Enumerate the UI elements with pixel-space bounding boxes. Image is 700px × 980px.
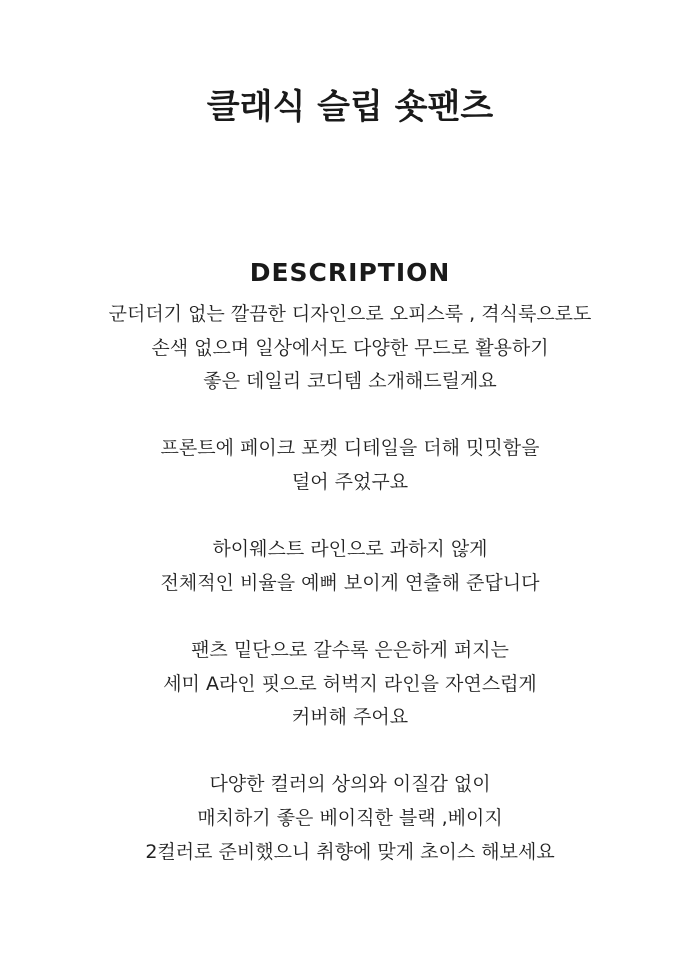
description-line: 전체적인 비율을 예뻐 보이게 연출해 준답니다 (160, 571, 540, 594)
description-heading: DESCRIPTION (249, 257, 451, 287)
description-line: 팬츠 밑단으로 갈수록 은은하게 퍼지는 (191, 638, 509, 661)
description-line: 군더더기 없는 깔끔한 디자인으로 오피스룩 , 격식룩으로도 (108, 303, 592, 325)
description-line: 손색 없으며 일상에서도 다양한 무드로 활용하기 (151, 336, 549, 359)
description-paragraph-2 (0, 432, 700, 499)
description-line: 커버해 주어요 (291, 706, 409, 729)
description-line: 하이웨스트 라인으로 과하지 않게 (212, 538, 488, 561)
description-line: 프론트에 페이크 포켓 디테일을 더해 밋밋함을 (160, 437, 540, 460)
description-line: 매치하기 좋은 베이직한 블랙 ,베이지 (197, 806, 503, 829)
description-paragraph-5 (0, 768, 700, 869)
description-paragraph-3 (0, 533, 700, 600)
product-title: 클래식 슬립 숏팬츠 (206, 86, 494, 127)
description-line: 2컬러로 준비했으니 취향에 맞게 초이스 해보세요 (145, 840, 555, 863)
description-body (0, 298, 700, 903)
description-paragraph-4 (0, 634, 700, 735)
description-line: 다양한 컬러의 상의와 이질감 없이 (209, 773, 491, 796)
description-paragraph-1 (0, 298, 700, 399)
description-line: 세미 A라인 핏으로 허벅지 라인을 자연스럽게 (163, 672, 537, 695)
description-line: 좋은 데일리 코디템 소개해드릴게요 (203, 370, 497, 393)
description-line: 덜어 주었구요 (291, 470, 409, 493)
